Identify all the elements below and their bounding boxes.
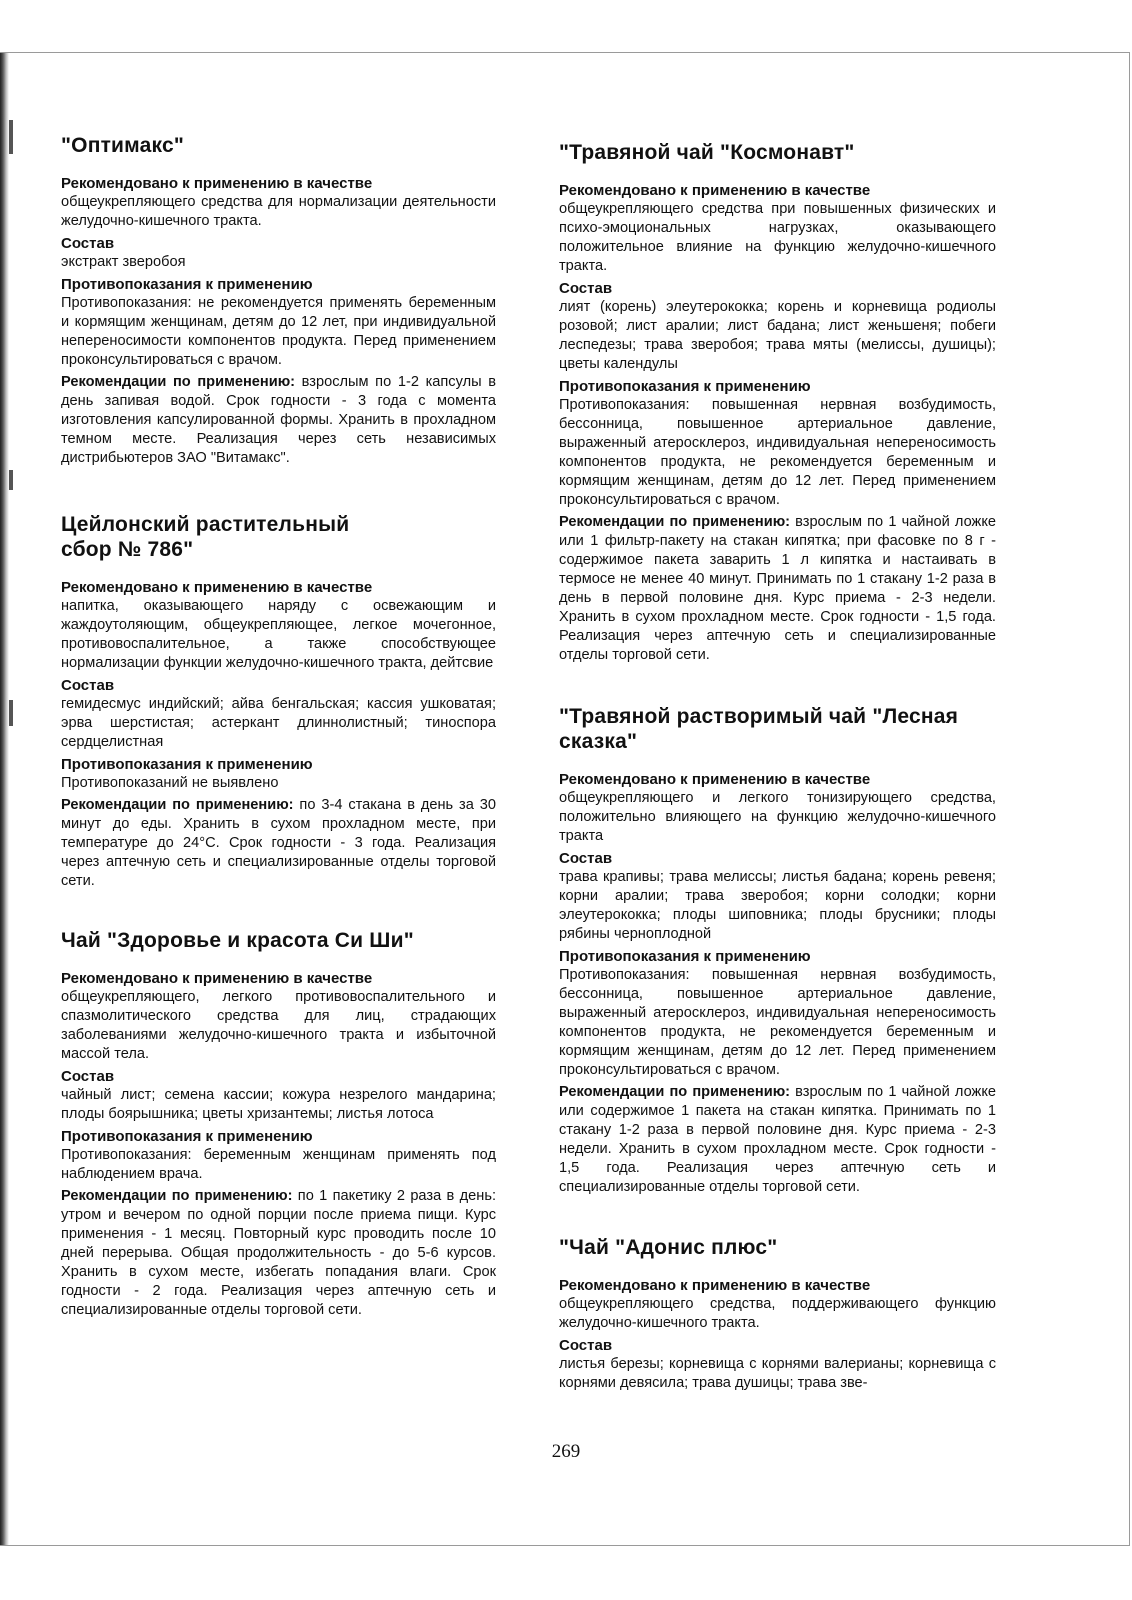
usage-paragraph [61, 1187, 496, 1320]
recommended-heading: Рекомендовано к применению в качестве [61, 175, 373, 192]
entry-title: "Травяной растворимый чай "Лесная сказка" [559, 705, 959, 753]
contraindications-text: Противопоказаний не выявлено [61, 775, 279, 791]
contraindications-text: Противопоказания: повышенная нервная возбудимость, бессонница, повышенное артериальное давление, выраженный атеросклероз, индивидуальная непереносимость компонентов продукта, не рекомендуется беременным и кормящим женщинам, детям до 12 лет. Перед применением проконсультироваться с врачом. [559, 967, 996, 1078]
usage-text: по 3-4 стакана в день за 30 минут до еды. Хранить в сухом прохладном месте, при температуре до 24°С. Срок годности - 3 года. Реализация через аптечную сеть и специализированные отделы торговой сети. [61, 797, 496, 889]
usage-text: взрослым по 1 чайной ложке или 1 фильтр-пакету на стакан кипятка; при фасовке по 8 г - содержимое пакета заварить 1 л кипятка и настаивать в термосе не менее 40 минут. Принимать по 1 стакану 1-2 раза в день в первой половине дня. Курс приема - 2-3 недели. Хранить в сухом прохладном месте. Срок годности - 1,5 года. Реализация через аптечную сеть и специализированные отделы торговой сети. [559, 514, 996, 663]
recommended-heading: Рекомендовано к применению в качестве [61, 970, 373, 987]
usage-lead: Рекомендации по применению: [559, 1084, 791, 1100]
composition-heading: Состав [61, 677, 115, 694]
usage-lead: Рекомендации по применению: [559, 514, 791, 530]
contraindications-heading: Противопоказания к применению [61, 1128, 313, 1145]
composition-text: листья березы; корневища с корнями валерианы; корневища с корнями девясила; трава душицы; трава зве- [559, 1356, 996, 1391]
composition-heading: Состав [559, 1337, 613, 1354]
entry-title: "Чай "Адонис плюс" [559, 1236, 778, 1259]
recommended-heading: Рекомендовано к применению в качестве [61, 579, 373, 596]
usage-text: взрослым по 1-2 капсулы в день запивая водой. Срок годности - 3 года с момента изготовления капсулированной формы. Хранить в прохладном темном месте. Реализация через сеть независимых дистрибьютеров ЗАО "Витамакс". [61, 374, 496, 466]
composition-text: трава крапивы; трава мелиссы; листья бадана; корень ревеня; корни аралии; трава зверобоя; корни солодки; корни элеутерококка; плоды шиповника; плоды брусники; плоды рябины черноплодной [559, 869, 996, 942]
entry-ceylon-collection [61, 512, 496, 891]
entry-cosmonaut-tea [559, 140, 996, 665]
contraindications-text: Противопоказания: беременным женщинам применять под наблюдением врача. [61, 1147, 496, 1182]
entry-title: Цейлонский растительный сбор № 786" [61, 513, 350, 561]
entry-forest-tale-tea [559, 704, 996, 1197]
recommended-heading: Рекомендовано к применению в качестве [559, 771, 871, 788]
composition-heading: Состав [559, 280, 613, 297]
entry-si-shi-tea [61, 928, 496, 1320]
composition-heading: Состав [61, 235, 115, 252]
usage-paragraph [61, 796, 496, 891]
composition-text: гемидесмус индийский; айва бенгальская; кассия ушковатая; эрва шерстистая; астеркант длиннолистный; тиноспора сердцелистная [61, 696, 496, 750]
contraindications-heading: Противопоказания к применению [61, 276, 313, 293]
contraindications-heading: Противопоказания к применению [559, 378, 811, 395]
composition-text: экстракт зверобоя [61, 254, 186, 270]
contraindications-heading: Противопоказания к применению [559, 948, 811, 965]
recommended-text: общеукрепляющего и легкого тонизирующего средства, положительно влияющего на функцию желудочно-кишечного тракта [559, 790, 996, 844]
usage-text: взрослым по 1 чайной ложке или содержимое 1 пакета на стакан кипятка. Принимать по 1 стакану 1-2 раза в первой половине дня. Курс приема - 2-3 недели. Хранить в сухом прохладном месте. Срок годности - 1,5 года. Реализация через аптечную сеть и специализированные отделы торговой сети. [559, 1084, 996, 1195]
recommended-heading: Рекомендовано к применению в качестве [559, 182, 871, 199]
recommended-text: общеукрепляющего средства при повышенных физических и психо-эмоциональных нагрузках, оказывающего положительное влияние на функцию желудочно-кишечного тракта. [559, 201, 996, 274]
usage-lead: Рекомендации по применению: [61, 1188, 293, 1204]
recommended-text: общеукрепляющего средства для нормализации деятельности желудочно-кишечного тракта. [61, 194, 496, 229]
entry-title: "Травяной чай "Космонавт" [559, 141, 855, 164]
recommended-text: напитка, оказывающего наряду с освежающим и жаждоутоляющим, общеукрепляющее, легкое мочегонное, противовоспалительное, а также способствующее нормализации функции желудочно-кишечного тракта, дейтсвие [61, 598, 496, 671]
contraindications-text: Противопоказания: не рекомендуется применять беременным и кормящим женщинам, детям до 12 лет, при индивидуальной непереносимости компонентов продукта. Перед применением проконсультироваться с врачом. [61, 295, 496, 368]
entry-title: "Оптимакс" [61, 134, 184, 157]
recommended-text: общеукрепляющего средства, поддерживающего функцию желудочно-кишечного тракта. [559, 1296, 996, 1331]
entry-optimax [61, 133, 496, 468]
contraindications-text: Противопоказания: повышенная нервная возбудимость, бессонница, повышенное артериальное давление, выраженный атеросклероз, индивидуальная непереносимость компонентов продукта, не рекомендуется беременным и кормящим женщинам, детям до 12 лет. Перед применением проконсультироваться с врачом. [559, 397, 996, 508]
recommended-text: общеукрепляющего, легкого противовоспалительного и спазмолитического средства для лиц, страдающих заболеваниями желудочно-кишечного тракта и избыточной массой тела. [61, 989, 496, 1062]
recommended-heading: Рекомендовано к применению в качестве [559, 1277, 871, 1294]
composition-text: чайный лист; семена кассии; кожура незрелого мандарина; плоды боярышника; цветы хризантемы; листья лотоса [61, 1087, 496, 1122]
usage-lead: Рекомендации по применению: [61, 797, 294, 813]
usage-paragraph [61, 373, 496, 468]
composition-heading: Состав [61, 1068, 115, 1085]
usage-paragraph [559, 1083, 996, 1197]
page-number: 269 [551, 1441, 581, 1462]
entry-adonis-plus-tea [559, 1235, 996, 1393]
composition-text: лият (корень) элеутерококка; корень и корневища родиолы розовой; лист аралии; лист бадана; лист женьшеня; побеги леспедезы; трава зверобоя; трава мяты (мелиссы, душицы); цветы календулы [559, 299, 996, 372]
entry-title: Чай "Здоровье и красота Си Ши" [61, 929, 414, 952]
usage-lead: Рекомендации по применению: [61, 374, 296, 390]
usage-text: по 1 пакетику 2 раза в день: утром и вечером по одной порции после приема пищи. Курс применения - 1 месяц. Повторный курс проводить после 10 дней перерыва. Общая продолжительность - до 5-6 курсов. Хранить в сухом месте, избегать попадания влаги. Срок годности - 2 года. Реализация через аптечную сеть и специализированные отделы торговой сети. [61, 1188, 496, 1318]
composition-heading: Состав [559, 850, 613, 867]
contraindications-heading: Противопоказания к применению [61, 756, 313, 773]
usage-paragraph [559, 513, 996, 665]
